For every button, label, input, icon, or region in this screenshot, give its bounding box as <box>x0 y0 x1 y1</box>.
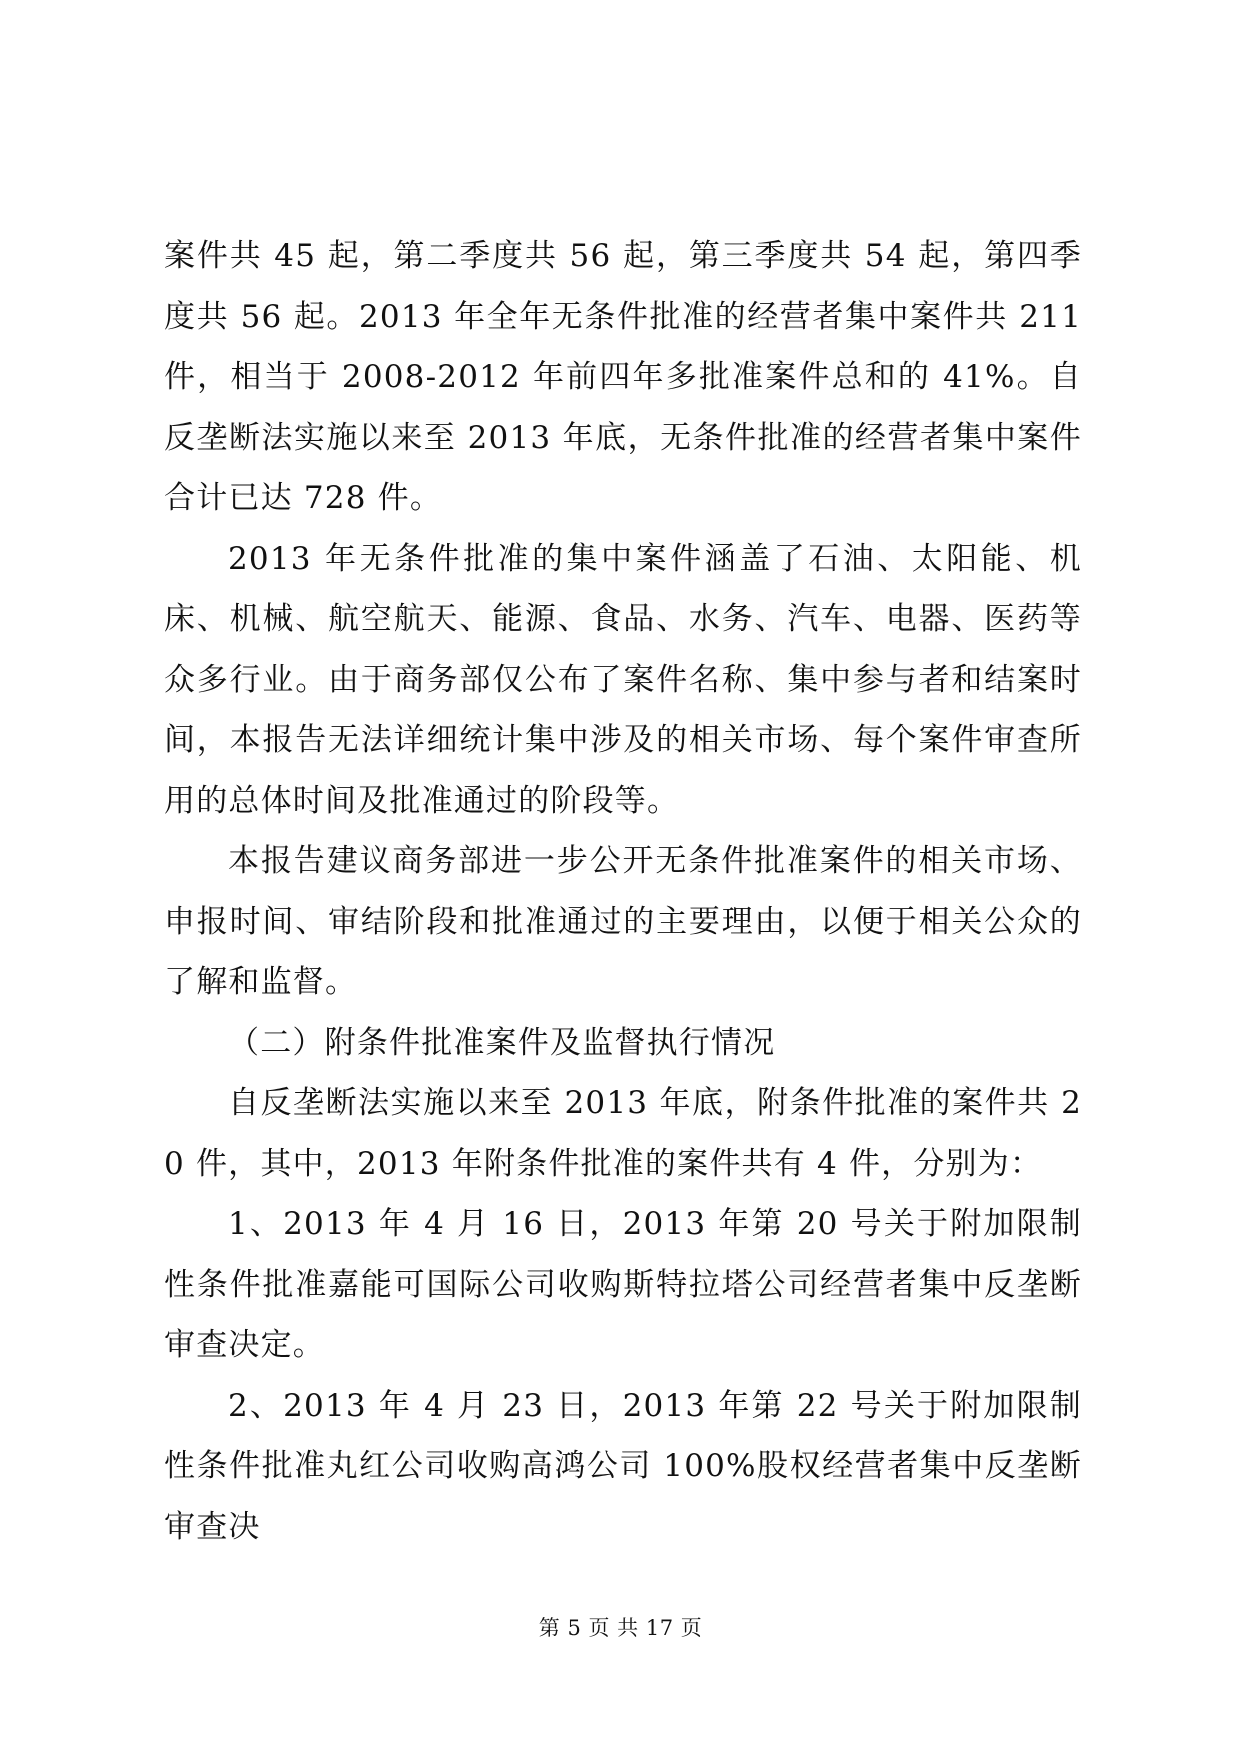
section-heading: （二）附条件批准案件及监督执行情况 <box>228 1024 776 1061</box>
paragraph-conditional-summary: 自反垄断法实施以来至 2013 年底，附条件批准的案件共 20 件，其中，2013 年附条件批准的案件共有 4 件，分别为： <box>164 1085 1082 1182</box>
document-body <box>164 226 1082 1557</box>
paragraph-recommendation: 本报告建议商务部进一步公开无条件批准案件的相关市场、申报时间、审结阶段和批准通过的主要理由，以便于相关公众的了解和监督。 <box>164 843 1082 1000</box>
page-footer: 第 5 页 共 17 页 <box>538 1616 703 1640</box>
paragraph-continuation: 案件共 45 起，第二季度共 56 起，第三季度共 54 起，第四季度共 56 起。2013 年全年无条件批准的经营者集中案件共 211 件，相当于 2008-2012 年前四年多批准案件总和的 41%。自反垄断法实施以来至 2013 年底，无条件批准的经营者集中案件合计已达 728 件。 <box>164 238 1082 516</box>
list-item-1: 1、2013 年 4 月 16 日，2013 年第 20 号关于附加限制性条件批准嘉能可国际公司收购斯特拉塔公司经营者集中反垄断审查决定。 <box>164 1206 1082 1363</box>
paragraph-industries: 2013 年无条件批准的集中案件涵盖了石油、太阳能、机床、机械、航空航天、能源、食品、水务、汽车、电器、医药等众多行业。由于商务部仅公布了案件名称、集中参与者和结案时间，本报告无法详细统计集中涉及的相关市场、每个案件审查所用的总体时间及批准通过的阶段等。 <box>164 540 1082 819</box>
list-item-2: 2、2013 年 4 月 23 日，2013 年第 22 号关于附加限制性条件批准丸红公司收购高鸿公司 100%股权经营者集中反垄断审查决 <box>164 1387 1082 1545</box>
